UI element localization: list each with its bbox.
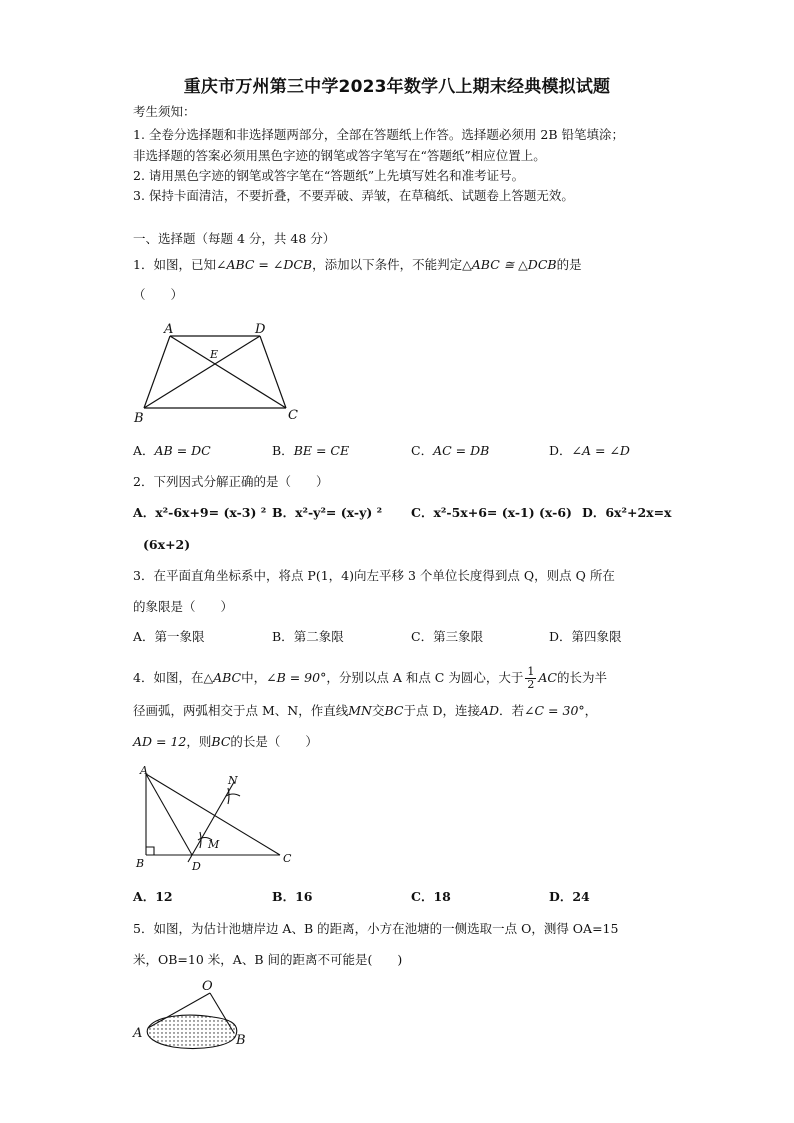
notice-item-1: 1. 全卷分选择题和非选择题两部分，全部在答题纸上作答。选择题必须用 2B 铅笔填涂； <box>133 127 624 142</box>
q3-line-2: 的象限是（ ） <box>133 599 234 614</box>
q4-line-ad <box>146 774 192 855</box>
q5-line-1: 5．如图，为估计池塘岸边 A、B 的距离，小方在池塘的一侧选取一点 O，测得 OA=15 <box>133 921 619 936</box>
q3-option-d: D．第四象限 <box>549 629 622 644</box>
q1-option-b: B．BE = CE <box>272 443 350 458</box>
q1-line-dc <box>260 336 286 408</box>
q5-pond <box>147 1015 237 1048</box>
q4-fraction: $\frac{1}{2}$ <box>527 665 535 691</box>
q2-option-b: B．x²-y²= (x-y) ² <box>272 505 383 520</box>
q1-mid: ，添加以下条件，不能判定 <box>312 257 463 272</box>
q4-option-d: D．24 <box>549 889 590 904</box>
section-heading: 一、选择题（每题 4 分，共 48 分） <box>133 231 336 246</box>
q1-figure <box>130 318 310 428</box>
q2-option-d-cont: (6x+2) <box>143 537 191 552</box>
notice-item-2: 2. 请用黑色字迹的钢笔或答字笔在“答题纸”上先填写姓名和准考证号。 <box>133 168 525 183</box>
q1-stem <box>133 257 582 273</box>
q1-option-c: C．AC = DB <box>411 443 490 458</box>
q4-label-n: N <box>228 774 238 787</box>
q5-label-a: A <box>133 1026 143 1041</box>
q1-congruence: △ABC ≅ △DCB <box>462 257 557 272</box>
q3-line-1: 3．在平面直角坐标系中，将点 P(1，4)向左平移 3 个单位长度得到点 Q，则点 Q 所在 <box>133 568 615 583</box>
q4-right-angle-mark <box>146 847 154 855</box>
q5-label-b: B <box>236 1033 246 1048</box>
q4-triangle: △ABC <box>203 670 242 685</box>
q1-label-b: B <box>134 411 144 426</box>
q5-label-o: O <box>202 979 213 994</box>
q4-line-2: 径画弧，两弧相交于点 M、N，作直线MN交BC于点 D，连接AD．若∠C = 30°， <box>133 703 598 718</box>
q5-figure <box>128 975 258 1053</box>
q1-paren: （ ） <box>133 287 184 302</box>
notice-heading: 考生须知： <box>133 104 196 119</box>
q1-label-c: C <box>288 408 298 423</box>
q4-label-c: C <box>283 852 292 865</box>
q1-label-a: A <box>164 322 174 337</box>
q4-option-a: A．12 <box>133 889 173 904</box>
q5-line-2: 米，OB=10 米，A、B 间的距离不可能是( ) <box>133 952 403 967</box>
q4-option-b: B．16 <box>272 889 313 904</box>
q1-condition: ∠ABC = ∠DCB <box>215 257 313 272</box>
q4-label-m: M <box>208 838 220 851</box>
q1-line-ac <box>170 336 286 408</box>
q1-option-a: A．AB = DC <box>133 443 211 458</box>
q1-label-e: E <box>210 348 219 361</box>
q4-arc-n-2 <box>228 788 229 804</box>
q1-label-d: D <box>255 322 266 337</box>
q2-option-c: C．x²-5x+6= (x-1) (x-6) <box>411 505 572 520</box>
q1-line-db <box>144 336 260 408</box>
q3-option-b: B．第二象限 <box>272 629 344 644</box>
q4-label-b: B <box>136 857 145 870</box>
q2-option-a: A．x²-6x+9= (x-3) ² <box>133 505 267 520</box>
q2-stem: 2．下列因式分解正确的是（ ） <box>133 474 329 489</box>
q3-option-a: A．第一象限 <box>133 629 205 644</box>
q1-option-d: D．∠A = ∠D <box>549 443 630 458</box>
q4-label-a: A <box>140 764 148 777</box>
q4-option-c: C．18 <box>411 889 451 904</box>
q4-label-d: D <box>192 860 201 873</box>
q4-line-3: AD = 12，则BC的长是（ ） <box>133 734 318 749</box>
q2-option-d: D．6x²+2x=x <box>582 505 672 520</box>
q1-post: 的是 <box>556 257 582 272</box>
q3-option-c: C．第三象限 <box>411 629 484 644</box>
q1-line-ab <box>144 336 170 408</box>
q4-line-1: 4．如图，在△ABC中，∠B = 90°，分别以点 A 和点 C 为圆心，大于 $\frac{1}{2}$ AC的长为半 <box>133 665 607 691</box>
page-title: 重庆市万州第三中学2023年数学八上期末经典模拟试题 <box>183 77 611 97</box>
q1-pre: 1．如图，已知 <box>133 257 216 272</box>
q4-arc-n-1 <box>226 794 240 796</box>
notice-item-3: 3. 保持卡面清洁，不要折叠，不要弄破、弄皱，在草稿纸、试题卷上答题无效。 <box>133 188 574 203</box>
q4-figure <box>130 762 300 874</box>
notice-item-1-cont: 非选择题的答案必须用黑色字迹的钢笔或答字笔写在“答题纸”相应位置上。 <box>133 148 546 163</box>
